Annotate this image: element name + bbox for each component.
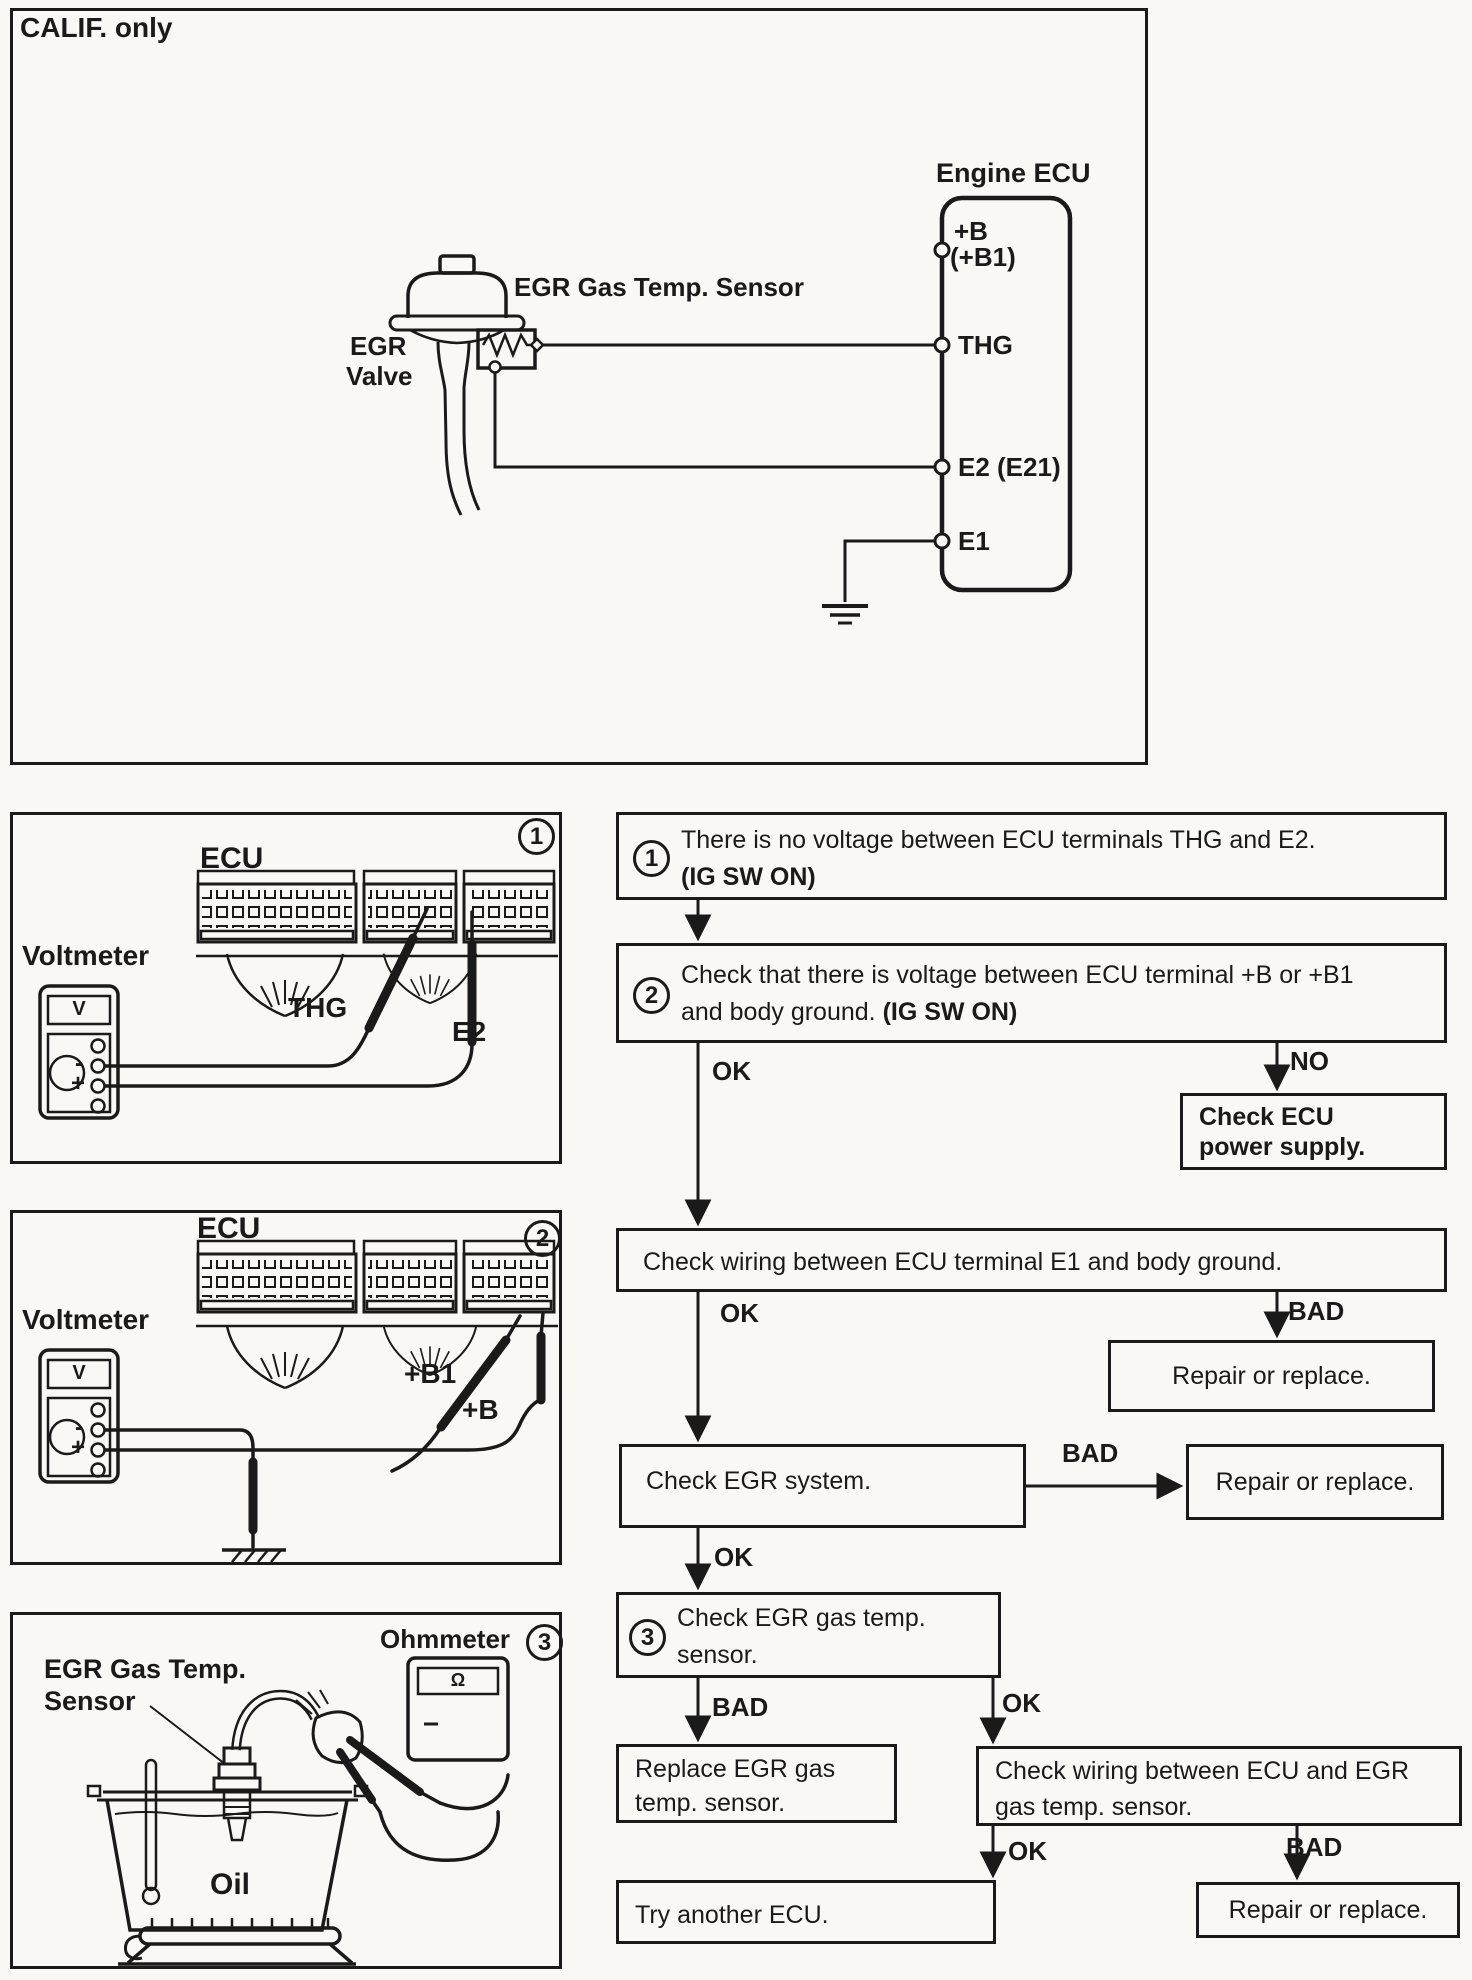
flow-box-try-ecu (616, 1880, 996, 1944)
flow-text-emph: (IG SW ON) (882, 998, 1018, 1026)
illustration-panel-1 (10, 812, 562, 1164)
edge-label-bad: BAD (1286, 1832, 1343, 1862)
flow-text: Check that there is voltage between ECU terminal +B or +B1 (681, 961, 1354, 989)
flow-text: Check wiring between ECU and EGR (995, 1757, 1410, 1785)
flow-box-check-ecu-power (1180, 1093, 1447, 1170)
flow-text: Check EGR system. (646, 1467, 872, 1495)
flow-box-check-wiring-sensor (976, 1746, 1462, 1826)
panel1-ecu-label: ECU (200, 842, 264, 875)
illustration-panel-2 (10, 1210, 562, 1565)
panel2-probe-label-b: +B (462, 1394, 499, 1425)
edge-label-ok: OK (1008, 1836, 1047, 1866)
edge-label-bad: BAD (712, 1692, 769, 1722)
flow-text: Check EGR gas temp. (677, 1604, 926, 1632)
edge-label-ok: OK (714, 1542, 753, 1572)
region-note: CALIF. only (20, 12, 173, 43)
panel1-plus-sign: + (71, 1070, 86, 1097)
egr-valve-label-1: EGR (350, 331, 407, 361)
flow-text: Replace EGR gas (635, 1755, 836, 1783)
panel1-probe-label-e2: E2 (452, 1016, 487, 1047)
flow-text: and body ground. (681, 998, 883, 1026)
terminal-label-e1: E1 (958, 526, 990, 556)
flow-box-no-voltage (616, 812, 1447, 900)
panel2-minus-sign: - (75, 1414, 83, 1441)
panel1-step-badge: 1 (518, 818, 555, 855)
flow-text: gas temp. sensor. (995, 1793, 1193, 1821)
edge-label-ok: OK (1002, 1688, 1041, 1718)
flow-text: Check wiring between ECU terminal E1 and body ground. (643, 1248, 1283, 1276)
step-badge-2: 2 (633, 977, 670, 1014)
panel3-sensor-label-1: EGR Gas Temp. (44, 1654, 247, 1684)
edge-label-ok: OK (712, 1056, 751, 1086)
flow-box-check-voltage (616, 943, 1447, 1043)
panel1-meter-unit: V (72, 998, 86, 1020)
flow-text: There is no voltage between ECU terminals THG and E2. (681, 826, 1316, 854)
flow-text: Check ECU (1199, 1103, 1334, 1131)
flow-box-replace-sensor (616, 1744, 897, 1823)
panel2-step-badge: 2 (524, 1220, 561, 1257)
panel3-oil-label: Oil (210, 1868, 251, 1901)
terminal-label-b: +B (954, 216, 988, 246)
panel2-meter-unit: V (72, 1362, 86, 1384)
terminal-label-thg: THG (958, 330, 1013, 360)
flow-text-emph: (IG SW ON) (681, 863, 816, 891)
panel3-meter-unit: Ω (450, 1670, 466, 1690)
flow-box-repair-2 (1186, 1444, 1444, 1520)
flow-text: Try another ECU. (635, 1901, 829, 1929)
egr-sensor-label: EGR Gas Temp. Sensor (514, 272, 804, 302)
step-badge-1: 1 (633, 840, 670, 877)
flow-text: Repair or replace. (1215, 1467, 1415, 1496)
flow-box-check-sensor (616, 1592, 1001, 1678)
flow-text: Repair or replace. (1228, 1895, 1428, 1924)
panel1-minus-sign: - (75, 1050, 83, 1077)
panel3-sensor-label-2: Sensor (44, 1686, 136, 1716)
edge-label-no: NO (1290, 1046, 1329, 1076)
terminal-label-b1: (+B1) (950, 242, 1016, 272)
edge-label-bad: BAD (1062, 1438, 1119, 1468)
wiring-panel (10, 8, 1148, 765)
step-badge-3: 3 (629, 1619, 666, 1656)
panel3-step-badge: 3 (526, 1624, 563, 1661)
flow-text: power supply. (1199, 1133, 1366, 1161)
flow-box-repair-3 (1196, 1882, 1460, 1938)
edge-label-bad: BAD (1288, 1296, 1345, 1326)
flow-text: sensor. (677, 1641, 758, 1669)
engine-ecu-label: Engine ECU (936, 158, 1091, 188)
flow-text: Repair or replace. (1172, 1361, 1371, 1390)
egr-valve-label-2: Valve (346, 361, 413, 391)
flow-box-check-egr-system (619, 1444, 1026, 1528)
panel2-voltmeter-label: Voltmeter (22, 1304, 150, 1335)
flow-box-repair-1 (1108, 1340, 1435, 1412)
panel3-ohmmeter-label: Ohmmeter (380, 1624, 511, 1654)
panel1-voltmeter-label: Voltmeter (22, 940, 150, 971)
panel2-probe-label-b1: +B1 (404, 1358, 457, 1389)
edge-label-ok: OK (720, 1298, 759, 1328)
flow-text: temp. sensor. (635, 1789, 786, 1817)
terminal-label-e2: E2 (E21) (958, 452, 1061, 482)
flow-box-check-wiring-e1 (616, 1228, 1447, 1292)
panel1-probe-label-thg: THG (288, 992, 348, 1023)
panel2-ecu-label: ECU (197, 1212, 261, 1245)
panel2-plus-sign: + (71, 1434, 86, 1461)
